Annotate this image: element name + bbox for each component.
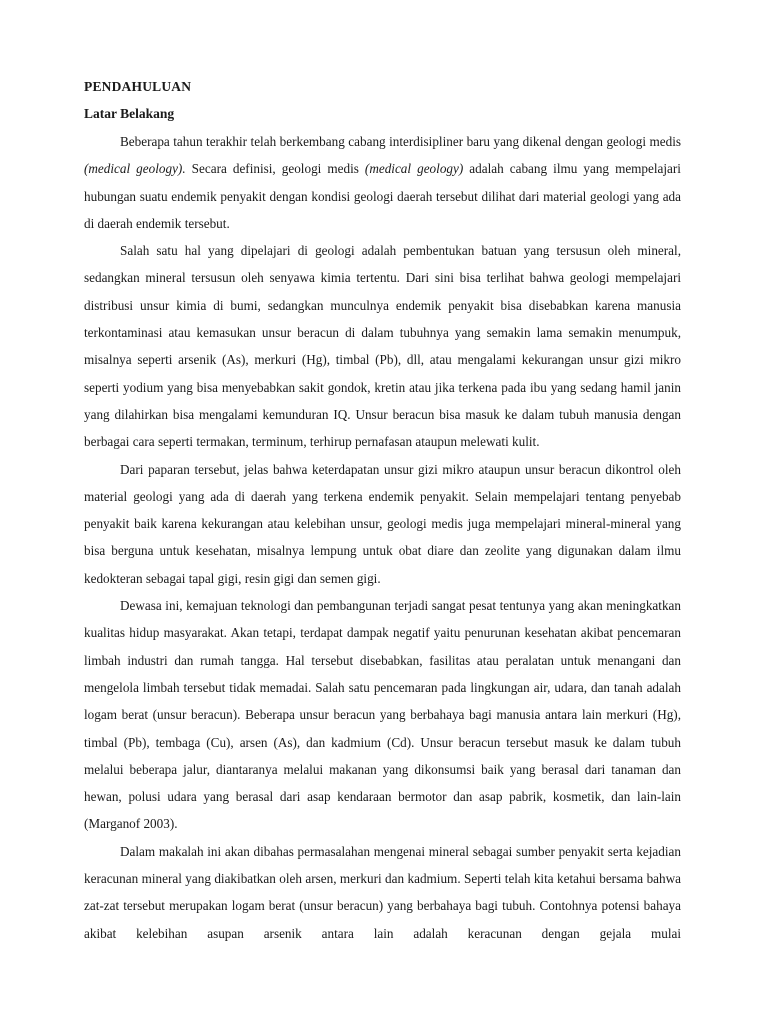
paragraph — [84, 456, 681, 592]
paragraph — [84, 838, 681, 947]
paragraph — [84, 592, 681, 838]
italic-term: (medical geology). — [84, 161, 186, 177]
paragraph — [84, 128, 681, 237]
text-segment: Beberapa tahun terakhir telah berkembang cabang interdisipliner baru yang dikenal dengan geologi medis — [120, 134, 681, 149]
text-segment: Secara definisi, geologi medis — [185, 161, 365, 177]
text-segment: adalah cabang ilmu yang mempelajari hubungan suatu endemik penyakit dengan kondisi geologi daerah tersebut dilihat dari material geologi yang ada di daerah endemik tersebut. — [84, 161, 681, 231]
text-segment: Salah satu hal yang dipelajari di geologi adalah pembentukan batuan yang tersusun oleh mineral, sedangkan mineral tersusun oleh senyawa kimia tertentu. Dari sini bisa terlihat bahwa geologi mempelajari distribusi unsur kimia di bumi, sedangkan munculnya endemik penyakit bisa disebabkan karena manusia terkontaminasi atau kemasukan unsur beracun di dalam tubuhnya yang semakin lama semakin menumpuk, misalnya seperti arsenik (As), merkuri (Hg), timbal (Pb), dll, atau mengalami kekurangan unsur gizi mikro seperti yodium yang bisa menyebabkan sakit gondok, kretin atau jika terkena pada ibu yang sedang hamil janin yang dilahirkan bisa mengalami kemunduran IQ. Unsur beracun bisa masuk ke dalam tubuh manusia dengan berbagai cara seperti termakan, terminum, terhirup pernafasan ataupun melewati kulit. — [84, 243, 681, 450]
text-segment: Dari paparan tersebut, jelas bahwa keterdapatan unsur gizi mikro ataupun unsur beracun dikontrol oleh material geologi yang ada di daerah yang terkena endemik penyakit. Selain mempelajari tentang penyebab penyakit baik karena kekurangan atau kelebihan unsur, geologi medis juga mempelajari mineral-mineral yang bisa berguna untuk kesehatan, misalnya lempung untuk obat diare dan zeolite yang digunakan dalam ilmu kedokteran sebagai tapal gigi, resin gigi dan semen gigi. — [84, 461, 681, 586]
italic-term: (medical geology) — [364, 161, 464, 177]
body-text — [84, 128, 681, 947]
text-segment: Dewasa ini, kemajuan teknologi dan pembangunan terjadi sangat pesat tentunya yang akan meningkatkan kualitas hidup masyarakat. Akan tetapi, terdapat dampak negatif yaitu penurunan kesehatan akibat pencemaran limbah industri dan rumah tangga. Hal tersebut disebabkan, fasilitas atau peralatan untuk menangani dan mengelola limbah tersebut tidak memadai. Salah satu pencemaran pada lingkungan air, udara, dan tanah adalah logam berat (unsur beracun). Beberapa unsur beracun yang berbahaya bagi manusia antara lain merkuri (Hg), timbal (Pb), tembaga (Cu), arsen (As), dan kadmium (Cd). Unsur beracun tersebut masuk ke dalam tubuh melalui beberapa jalur, diantaranya melalui makanan yang dikonsumsi baik yang berasal dari tanaman dan hewan, polusi udara yang berasal dari asap kendaraan bermotor dan asap pabrik, kosmetik, dan lain-lain (Marganof 2003). — [84, 598, 681, 832]
document-heading: PENDAHULUAN — [84, 79, 192, 94]
section-subheading: Latar Belakang — [84, 106, 175, 121]
paragraph — [84, 237, 681, 455]
text-segment: Dalam makalah ini akan dibahas permasalahan mengenai mineral sebagai sumber penyakit serta kejadian keracunan mineral yang diakibatkan oleh arsen, merkuri dan kadmium. Seperti telah kita ketahui bersama bahwa zat-zat tersebut merupakan logam berat (unsur beracun) yang berbahaya bagi tubuh. Contohnya potensi bahaya akibat kelebihan asupan arsenik antara lain adalah keracunan dengan gejala mulai — [84, 843, 681, 941]
document-page — [84, 76, 681, 947]
